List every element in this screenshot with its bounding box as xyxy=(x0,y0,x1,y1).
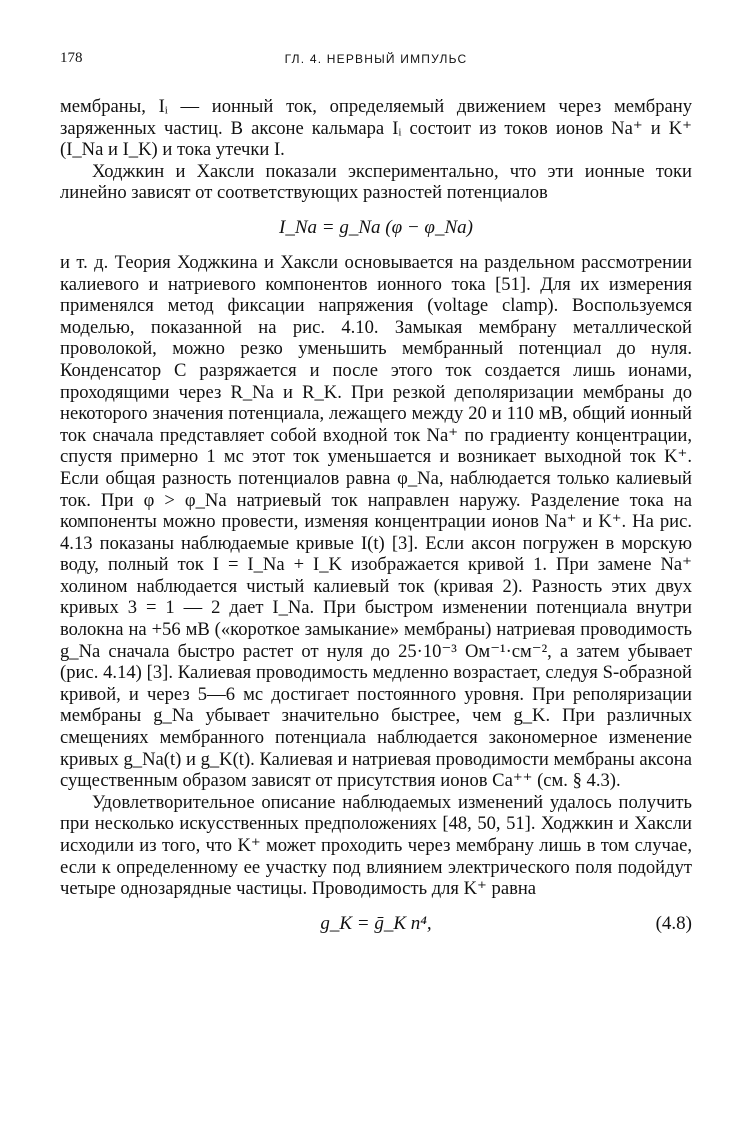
page-number: 178 xyxy=(60,50,83,66)
paragraph: и т. д. Теория Ходжкина и Хаксли основывается на раздельном рассмотрении калиевого и натриевого компонентов ионного тока [51]. Для их измерения применялся метод фиксации напряжения (voltage clamp). Воспользуемся моделью, показанной на рис. 4.10. Замыкая мембрану металлической проволокой, можно резко уменьшить мембранный потенциал до нуля. Конденсатор C разряжается и после этого ток создается лишь ионами, проходящими через R_Na и R_K. При резкой деполяризации мембраны до некоторого значения потенциала, лежащего между 20 и 110 мВ, общий ионный ток сначала представляет собой входной ток Na⁺ по градиенту концентрации, спустя примерно 1 мс этот ток уменьшается и возникает выходной ток K⁺. Если общая разность потенциалов равна φ_Na, наблюдается только калиевый ток. При φ > φ_Na натриевый ток направлен наружу. Разделение тока на компоненты можно провести, изменяя концентрации ионов Na⁺ и K⁺. На рис. 4.13 показаны наблюдаемые кривые I(t) [3]. Если аксон погружен в морскую воду, полный ток I = I_Na + I_K изображается кривой 1. При замене Na⁺ холином наблюдается чистый калиевый ток (кривая 2). Разность этих двух кривых 3 = 1 — 2 дает I_Na. При быстром изменении потенциала внутри волокна на +56 мВ («короткое замыкание» мембраны) натриевая проводимость g_Na сначала быстро растет от нуля до 25·10⁻³ Ом⁻¹·см⁻², а затем убывает (рис. 4.14) [3]. Калиевая проводимость медленно возрастает, следуя S-образной кривой, и через 5—6 мс достигает постоянного уровня. При реполяризации мембраны g_Na убывает значительно быстрее, чем g_K. При различных смещениях мембранного потенциала наблюдается закономерное изменение кривых g_Na(t) и g_K(t). Калиевая и натриевая проводимости мембраны аксона существенным образом зависят от присутствия ионов Ca⁺⁺ (см. § 4.3). xyxy=(60,251,692,792)
page-header xyxy=(60,50,692,74)
formula-text: g_K = ḡ_K n⁴, xyxy=(320,912,432,934)
equation-number: (4.8) xyxy=(655,912,692,934)
paragraph: мембраны, Iᵢ — ионный ток, определяемый движением через мембрану заряженных частиц. В аксоне кальмара Iᵢ состоит из токов ионов Na⁺ и K⁺ (I_Na и I_K) и тока утечки I. xyxy=(60,96,692,161)
body-text xyxy=(60,96,692,936)
book-page xyxy=(60,50,692,1110)
paragraph: Удовлетворительное описание наблюдаемых изменений удалось получить при несколько искусственных предположениях [48, 50, 51]. Ходжкин и Хаксли исходили из того, что K⁺ может проходить через мембрану лишь в том случае, если к определенному ее участку под влиянием электрического поля подойдут четыре однозарядные частицы. Проводимость для K⁺ равна xyxy=(60,791,692,900)
formula xyxy=(60,216,692,240)
running-head: ГЛ. 4. НЕРВНЫЙ ИМПУЛЬС xyxy=(284,52,468,66)
formula xyxy=(60,912,692,936)
formula-text: I_Na = g_Na (φ − φ_Na) xyxy=(279,216,473,238)
paragraph: Ходжкин и Хаксли показали экспериментально, что эти ионные токи линейно зависят от соответствующих разностей потенциалов xyxy=(60,160,692,204)
